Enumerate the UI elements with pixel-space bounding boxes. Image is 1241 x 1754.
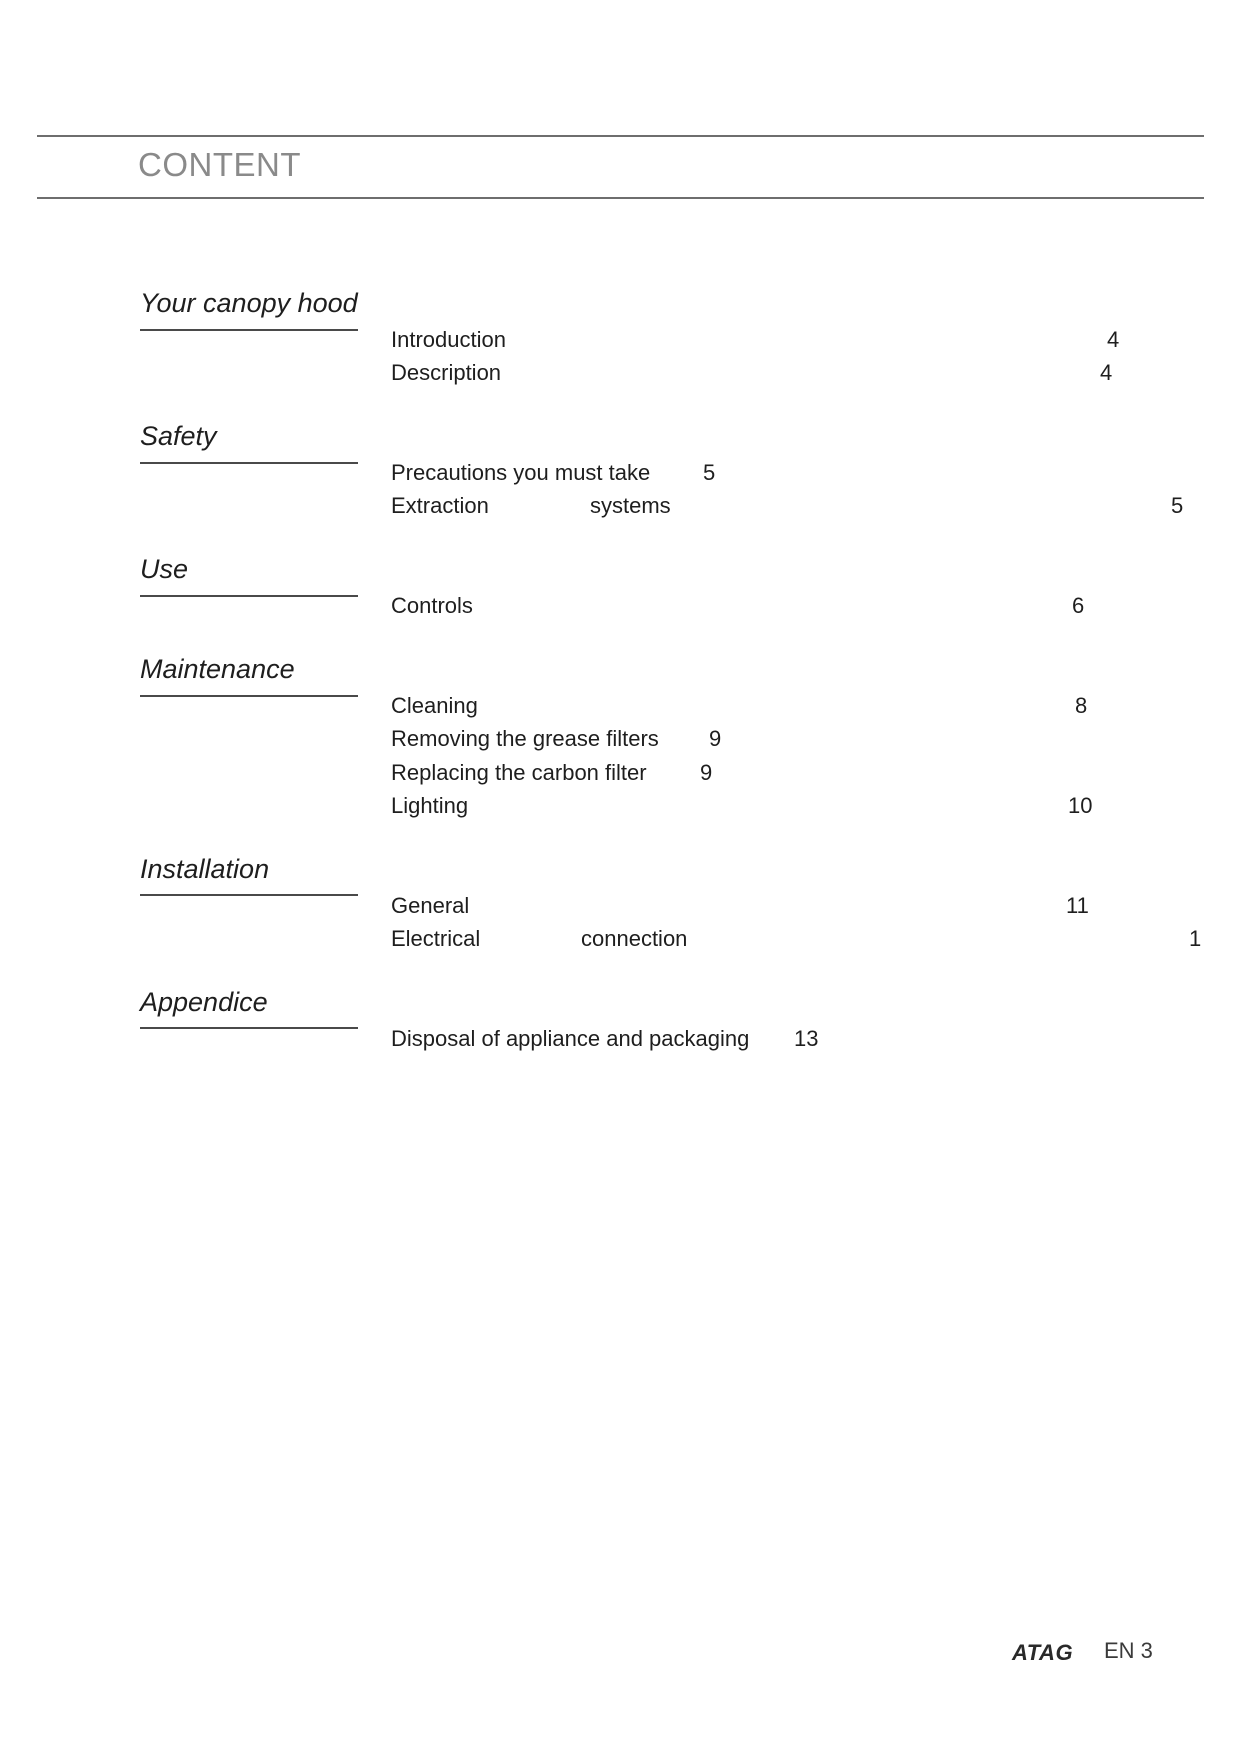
toc-entry-extraction-systems-part2[interactable]: systems bbox=[590, 493, 671, 518]
section-heading-use: Use bbox=[140, 554, 189, 584]
toc-page-controls: 6 bbox=[1072, 593, 1085, 618]
toc-page-extraction-systems: 5 bbox=[1171, 493, 1184, 518]
toc-page-cleaning: 8 bbox=[1075, 693, 1088, 718]
section-underline bbox=[140, 1027, 358, 1029]
toc-page-general: 11 bbox=[1066, 893, 1089, 918]
page-number: EN 3 bbox=[1104, 1638, 1153, 1663]
toc-entry-electrical-connection[interactable]: Electrical bbox=[391, 926, 481, 951]
toc-entry-lighting[interactable]: Lighting bbox=[391, 793, 469, 818]
toc-entry-extraction-systems[interactable]: Extraction bbox=[391, 493, 489, 518]
toc-entry-description[interactable]: Description bbox=[391, 360, 502, 385]
toc-page-removing-grease-filters: 9 bbox=[709, 726, 722, 751]
toc-entry-general[interactable]: General bbox=[391, 893, 470, 918]
toc-page-disposal: 13 bbox=[794, 1026, 819, 1051]
toc-entry-controls[interactable]: Controls bbox=[391, 593, 473, 618]
section-heading-appendice: Appendice bbox=[140, 987, 268, 1017]
atag-logo: ATAG bbox=[1012, 1640, 1074, 1665]
header-top-rule bbox=[37, 135, 1204, 137]
section-heading-installation: Installation bbox=[140, 854, 270, 884]
toc-entry-cleaning[interactable]: Cleaning bbox=[391, 693, 478, 718]
section-underline bbox=[140, 894, 358, 896]
toc-page-description: 4 bbox=[1100, 360, 1113, 385]
page-title: CONTENT bbox=[138, 146, 301, 183]
header-bottom-rule bbox=[37, 197, 1204, 199]
section-heading-maintenance: Maintenance bbox=[140, 654, 295, 684]
toc-page-replacing-carbon-filter: 9 bbox=[700, 760, 713, 785]
toc-entry-introduction[interactable]: Introduction bbox=[391, 327, 506, 352]
toc-page-precautions: 5 bbox=[703, 460, 716, 485]
section-heading-your-canopy-hood: Your canopy hood bbox=[140, 288, 358, 318]
toc-entry-electrical-connection-part2[interactable]: connection bbox=[581, 926, 688, 951]
toc-page-introduction: 4 bbox=[1107, 327, 1120, 352]
section-heading-safety: Safety bbox=[140, 421, 217, 451]
section-underline bbox=[140, 329, 358, 331]
toc-page-electrical-connection: 1 bbox=[1189, 926, 1202, 951]
section-underline bbox=[140, 462, 358, 464]
toc-entry-disposal[interactable]: Disposal of appliance and packaging bbox=[391, 1026, 750, 1051]
toc-entry-replacing-carbon-filter[interactable]: Replacing the carbon filter bbox=[391, 760, 647, 785]
toc-entry-precautions[interactable]: Precautions you must take bbox=[391, 460, 651, 485]
toc-entry-removing-grease-filters[interactable]: Removing the grease filters bbox=[391, 726, 659, 751]
toc-page-lighting: 10 bbox=[1068, 793, 1093, 818]
section-underline bbox=[140, 595, 358, 597]
section-underline bbox=[140, 695, 358, 697]
